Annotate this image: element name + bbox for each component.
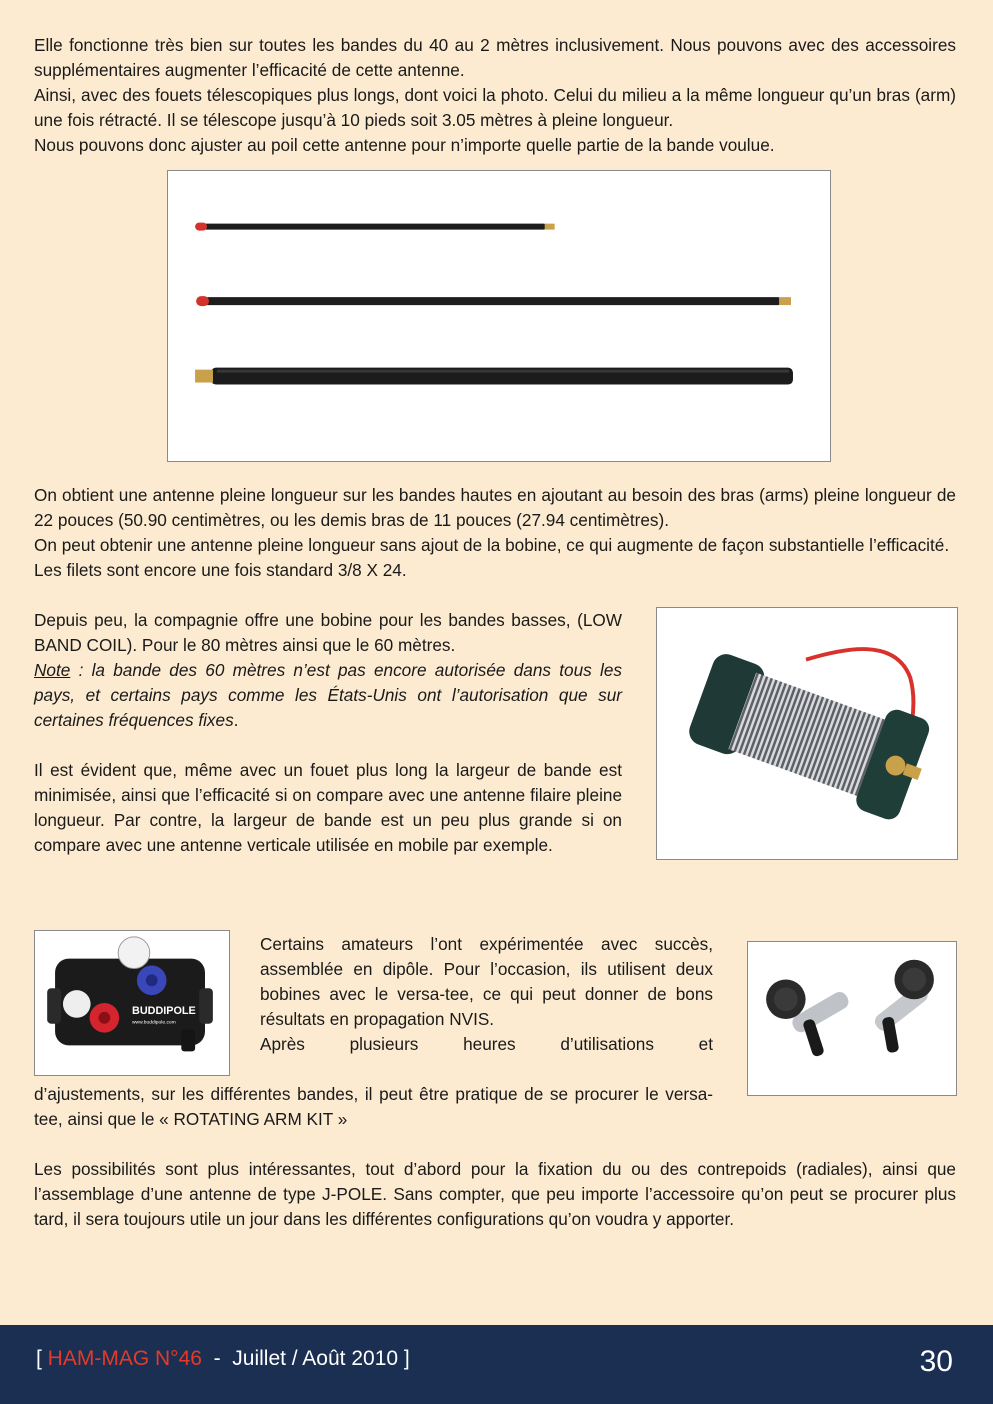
versatee-text <box>260 932 713 1057</box>
paragraph-dipole: Certains amateurs l’ont expérimentée avec succès, assemblée en dipôle. Pour l’occasion, ils utilisent deux bobines avec le versa-tee, ce qui peut donner de bons résultats en propagation NVIS. <box>260 934 713 1029</box>
coil-illustration <box>657 608 957 859</box>
note-label: Note <box>34 660 71 680</box>
note-end: . <box>233 710 239 730</box>
rotating-arm-kit-photo <box>747 941 957 1096</box>
paragraph-bandwidth: Il est évident que, même avec un fouet plus long la largeur de bande est minimisée, ainsi que l’efficacité si on compare avec une antenne filaire pleine longueur. Par contre, la largeur de bande est un peu plus grande si on compare avec une antenne verticale utilisée en mobile par exemple. <box>34 760 622 855</box>
middle-text <box>34 483 956 583</box>
spacer <box>34 733 622 758</box>
note-text: : la bande des 60 mètres n’est pas encore autorisée dans tous les pays, et certains pays comme les États-Unis ont l’autorisation que sur certaines fréquences fixes <box>34 660 622 730</box>
paragraph-after-hours-a: Après plusieurs heures d’utilisations et <box>260 1034 713 1054</box>
versatee-url-text: www.buddipole.com <box>132 1020 176 1026</box>
paragraph-after-hours-b: d’ajustements, sur les différentes bandes, il peut être pratique de se procurer le versa-tee, ainsi que le « ROTATING ARM KIT » <box>34 1084 713 1129</box>
footer-separator: - <box>201 1347 233 1370</box>
intro-text <box>34 33 956 158</box>
versa-tee-photo <box>34 930 230 1076</box>
paragraph-full-length: On peut obtenir une antenne pleine longueur sans ajout de la bobine, ce qui augmente de façon substantielle l’efficacité. <box>34 535 950 555</box>
versatee-illustration <box>35 931 229 1075</box>
low-band-coil-photo <box>656 607 958 860</box>
footer-bracket-close: ] <box>398 1347 410 1370</box>
note-paragraph <box>34 658 622 733</box>
footer-bar <box>0 1325 993 1404</box>
whips-illustration <box>168 171 830 461</box>
footer-magazine: HAM-MAG N°46 <box>47 1347 202 1370</box>
coil-text-column <box>34 608 622 858</box>
paragraph-low-band-coil: Depuis peu, la compagnie offre une bobine pour les bandes basses, (LOW BAND COIL). Pour le 80 mètres ainsi que le 60 mètres. <box>34 610 622 655</box>
versatee-logo-text: BUDDIPOLE <box>132 1004 196 1017</box>
closing-text <box>34 1157 956 1232</box>
footer-bracket-open: [ <box>36 1347 48 1370</box>
paragraph-arms: On obtient une antenne pleine longueur sur les bandes hautes en ajoutant au besoin des bras (arms) pleine longueur de 22 pouces (50.90 centimètres, ou les demis bras de 11 pouces (27.94 centimètres). <box>34 485 956 530</box>
paragraph-possibilities: Les possibilités sont plus intéressantes, tout d’abord pour la fixation du ou des contrepoids (radiales), ainsi que l’assemblage d’une antenne de type J-POLE. Sans compter, que peu importe l’accessoire qu’on peut se procurer plus tard, il sera toujours utile un jour dans les différentes configurations qu’on voudra y apporter. <box>34 1159 956 1229</box>
rotating-kit-illustration <box>748 942 956 1095</box>
page-number: 30 <box>919 1345 953 1378</box>
paragraph-intro-2: Ainsi, avec des fouets télescopiques plus longs, dont voici la photo. Celui du milieu a la même longueur qu’un bras (arm) une fois rétracté. Il se télescope jusqu’à 10 pieds soit 3.05 mètres à pleine longueur. <box>34 85 956 130</box>
versatee-text-continued <box>34 1082 713 1132</box>
paragraph-intro-3: Nous pouvons donc ajuster au poil cette antenne pour n’importe quelle partie de la bande voulue. <box>34 135 775 155</box>
telescopic-whips-photo <box>167 170 831 462</box>
paragraph-threads: Les filets sont encore une fois standard 3/8 X 24. <box>34 560 407 580</box>
paragraph-intro-1: Elle fonctionne très bien sur toutes les bandes du 40 au 2 mètres inclusivement. Nous pouvons avec des accessoires supplémentaires augmenter l’efficacité de cette antenne. <box>34 35 956 80</box>
footer-reference <box>36 1347 410 1371</box>
footer-issue: Juillet / Août 2010 <box>232 1347 399 1370</box>
